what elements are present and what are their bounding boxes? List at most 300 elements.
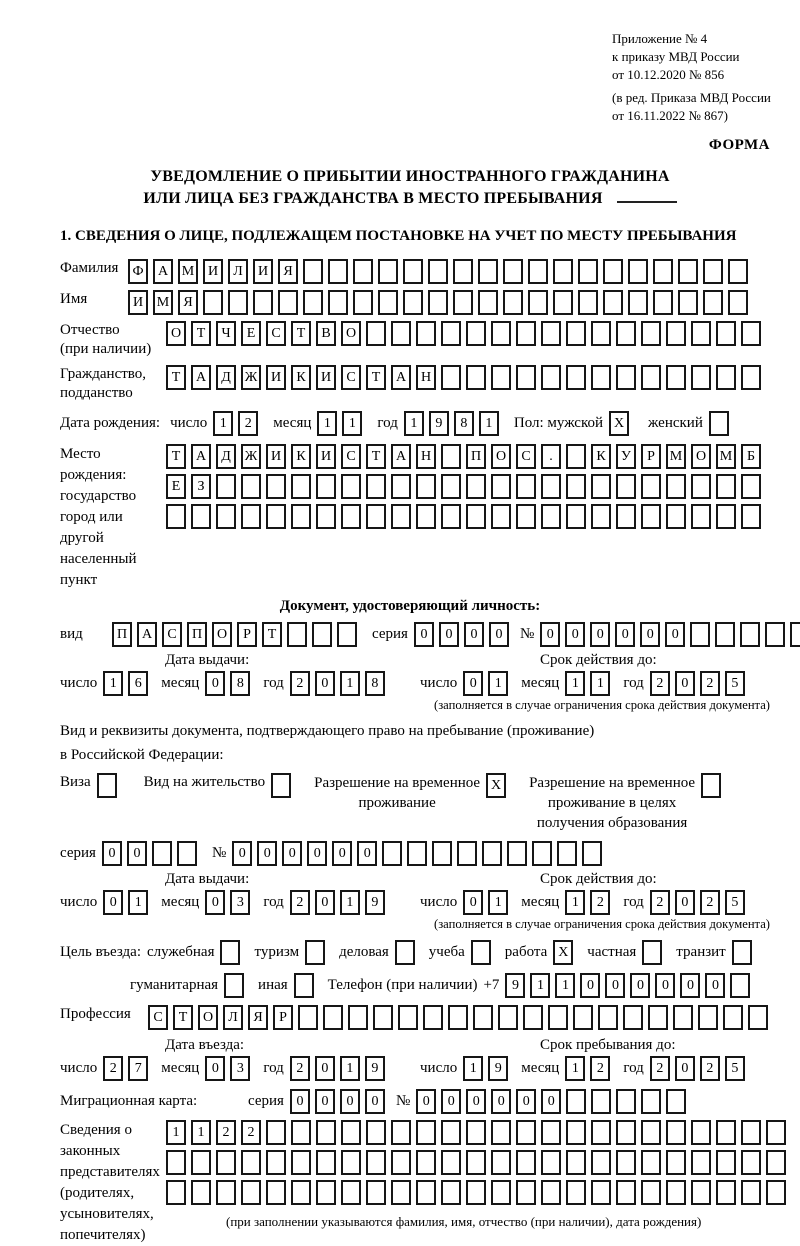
char-cell[interactable] [591, 1180, 611, 1205]
char-cell[interactable] [353, 259, 373, 284]
char-cell[interactable]: 0 [463, 671, 483, 696]
char-cell[interactable]: И [128, 290, 148, 315]
patronymic-cells[interactable] [166, 321, 766, 346]
char-cell[interactable] [703, 259, 723, 284]
char-cell[interactable] [323, 1005, 343, 1030]
char-cell[interactable] [557, 841, 577, 866]
char-cell[interactable] [516, 504, 536, 529]
char-cell[interactable]: С [266, 321, 286, 346]
char-cell[interactable]: 1 [317, 411, 337, 436]
char-cell[interactable] [341, 474, 361, 499]
char-cell[interactable]: 0 [127, 841, 147, 866]
char-cell[interactable] [790, 622, 800, 647]
char-cell[interactable] [216, 1180, 236, 1205]
char-cell[interactable]: 1 [565, 890, 585, 915]
char-cell[interactable] [648, 1005, 668, 1030]
char-cell[interactable]: Я [178, 290, 198, 315]
char-cell[interactable] [216, 474, 236, 499]
char-cell[interactable] [228, 290, 248, 315]
char-cell[interactable] [416, 474, 436, 499]
char-cell[interactable] [666, 1089, 686, 1114]
char-cell[interactable]: 0 [491, 1089, 511, 1114]
char-cell[interactable] [441, 1120, 461, 1145]
char-cell[interactable]: А [191, 444, 211, 469]
char-cell[interactable] [716, 504, 736, 529]
char-cell[interactable]: П [466, 444, 486, 469]
char-cell[interactable]: 0 [516, 1089, 536, 1114]
char-cell[interactable] [403, 290, 423, 315]
char-cell[interactable]: 2 [590, 1056, 610, 1081]
char-cell[interactable] [766, 1120, 786, 1145]
char-cell[interactable] [337, 622, 357, 647]
char-cell[interactable] [491, 321, 511, 346]
char-cell[interactable]: 1 [488, 890, 508, 915]
id-expiry-day-cells[interactable] [463, 671, 513, 696]
char-cell[interactable]: 1 [555, 973, 575, 998]
char-cell[interactable]: М [716, 444, 736, 469]
char-cell[interactable]: 0 [464, 622, 484, 647]
char-cell[interactable]: 0 [489, 622, 509, 647]
char-cell[interactable] [305, 940, 325, 965]
char-cell[interactable]: З [191, 474, 211, 499]
char-cell[interactable] [441, 444, 461, 469]
char-cell[interactable] [591, 365, 611, 390]
char-cell[interactable] [591, 1120, 611, 1145]
char-cell[interactable] [728, 259, 748, 284]
char-cell[interactable] [507, 841, 527, 866]
char-cell[interactable]: 2 [290, 1056, 310, 1081]
char-cell[interactable] [366, 1180, 386, 1205]
char-cell[interactable]: 2 [650, 1056, 670, 1081]
char-cell[interactable]: К [591, 444, 611, 469]
char-cell[interactable]: 2 [700, 671, 720, 696]
char-cell[interactable]: 0 [332, 841, 352, 866]
char-cell[interactable] [623, 1005, 643, 1030]
char-cell[interactable]: 2 [650, 890, 670, 915]
char-cell[interactable] [312, 622, 332, 647]
char-cell[interactable]: 9 [365, 1056, 385, 1081]
char-cell[interactable] [224, 973, 244, 998]
visa-checkbox[interactable] [97, 773, 122, 798]
char-cell[interactable] [691, 365, 711, 390]
char-cell[interactable]: М [153, 290, 173, 315]
given-name-cells[interactable] [128, 290, 753, 315]
char-cell[interactable] [642, 940, 662, 965]
char-cell[interactable] [666, 1180, 686, 1205]
char-cell[interactable]: 0 [675, 1056, 695, 1081]
char-cell[interactable]: Н [416, 365, 436, 390]
char-cell[interactable]: 2 [700, 1056, 720, 1081]
char-cell[interactable] [416, 1180, 436, 1205]
char-cell[interactable] [348, 1005, 368, 1030]
char-cell[interactable] [291, 474, 311, 499]
char-cell[interactable]: X [553, 940, 573, 965]
char-cell[interactable] [373, 1005, 393, 1030]
char-cell[interactable] [566, 474, 586, 499]
char-cell[interactable]: 1 [590, 671, 610, 696]
char-cell[interactable]: 0 [315, 890, 335, 915]
char-cell[interactable] [457, 841, 477, 866]
char-cell[interactable]: 2 [700, 890, 720, 915]
surname-cells[interactable] [128, 259, 753, 284]
char-cell[interactable]: 0 [282, 841, 302, 866]
char-cell[interactable]: 1 [463, 1056, 483, 1081]
char-cell[interactable] [566, 365, 586, 390]
char-cell[interactable] [391, 504, 411, 529]
char-cell[interactable] [441, 474, 461, 499]
char-cell[interactable] [516, 365, 536, 390]
char-cell[interactable]: 1 [488, 671, 508, 696]
sex-male-checkbox[interactable] [609, 411, 634, 436]
doc-number-cells[interactable] [540, 622, 800, 647]
char-cell[interactable]: 0 [205, 890, 225, 915]
char-cell[interactable]: 1 [479, 411, 499, 436]
char-cell[interactable]: 9 [505, 973, 525, 998]
char-cell[interactable]: 0 [675, 890, 695, 915]
char-cell[interactable] [482, 841, 502, 866]
char-cell[interactable] [316, 1180, 336, 1205]
char-cell[interactable] [541, 504, 561, 529]
char-cell[interactable] [294, 973, 314, 998]
char-cell[interactable] [241, 1180, 261, 1205]
char-cell[interactable]: О [166, 321, 186, 346]
sex-female-checkbox[interactable] [709, 411, 734, 436]
char-cell[interactable] [716, 365, 736, 390]
char-cell[interactable] [666, 474, 686, 499]
char-cell[interactable] [723, 1005, 743, 1030]
char-cell[interactable]: 3 [230, 890, 250, 915]
char-cell[interactable] [241, 474, 261, 499]
char-cell[interactable]: 1 [340, 1056, 360, 1081]
char-cell[interactable] [177, 841, 197, 866]
char-cell[interactable] [691, 1180, 711, 1205]
char-cell[interactable] [366, 1120, 386, 1145]
char-cell[interactable]: Д [216, 365, 236, 390]
char-cell[interactable] [716, 1120, 736, 1145]
char-cell[interactable] [541, 1180, 561, 1205]
char-cell[interactable]: К [291, 365, 311, 390]
char-cell[interactable] [541, 365, 561, 390]
char-cell[interactable] [766, 1180, 786, 1205]
char-cell[interactable]: 0 [540, 622, 560, 647]
char-cell[interactable] [391, 321, 411, 346]
char-cell[interactable] [701, 773, 721, 798]
id-issue-year-cells[interactable] [290, 671, 390, 696]
char-cell[interactable] [641, 1089, 661, 1114]
char-cell[interactable]: М [666, 444, 686, 469]
char-cell[interactable] [466, 474, 486, 499]
char-cell[interactable] [653, 290, 673, 315]
char-cell[interactable]: 0 [416, 1089, 436, 1114]
char-cell[interactable] [491, 1180, 511, 1205]
char-cell[interactable]: 9 [429, 411, 449, 436]
char-cell[interactable]: А [191, 365, 211, 390]
char-cell[interactable]: 5 [725, 671, 745, 696]
char-cell[interactable]: 0 [414, 622, 434, 647]
char-cell[interactable] [728, 290, 748, 315]
char-cell[interactable]: 2 [216, 1120, 236, 1145]
char-cell[interactable] [166, 1180, 186, 1205]
char-cell[interactable] [287, 622, 307, 647]
permit-issue-month-cells[interactable] [205, 890, 255, 915]
char-cell[interactable]: 0 [103, 890, 123, 915]
char-cell[interactable] [303, 290, 323, 315]
char-cell[interactable] [566, 1089, 586, 1114]
char-cell[interactable] [316, 504, 336, 529]
char-cell[interactable] [628, 290, 648, 315]
char-cell[interactable] [491, 1120, 511, 1145]
char-cell[interactable]: Ж [241, 444, 261, 469]
char-cell[interactable]: О [341, 321, 361, 346]
char-cell[interactable]: И [266, 444, 286, 469]
char-cell[interactable]: Я [248, 1005, 268, 1030]
char-cell[interactable]: Р [237, 622, 257, 647]
entry-day-cells[interactable] [103, 1056, 153, 1081]
char-cell[interactable]: 0 [365, 1089, 385, 1114]
profession-cells[interactable] [148, 1005, 773, 1030]
purpose-business-checkbox[interactable] [395, 940, 420, 965]
char-cell[interactable] [466, 504, 486, 529]
char-cell[interactable]: 2 [590, 890, 610, 915]
char-cell[interactable]: 1 [342, 411, 362, 436]
char-cell[interactable]: П [187, 622, 207, 647]
char-cell[interactable] [741, 474, 761, 499]
char-cell[interactable]: 0 [290, 1089, 310, 1114]
char-cell[interactable] [366, 504, 386, 529]
char-cell[interactable] [740, 622, 760, 647]
char-cell[interactable] [541, 474, 561, 499]
char-cell[interactable] [441, 1180, 461, 1205]
char-cell[interactable]: Т [173, 1005, 193, 1030]
char-cell[interactable] [578, 290, 598, 315]
char-cell[interactable]: 2 [290, 890, 310, 915]
char-cell[interactable] [432, 841, 452, 866]
purpose-tourism-checkbox[interactable] [305, 940, 330, 965]
char-cell[interactable] [741, 365, 761, 390]
char-cell[interactable]: 9 [365, 890, 385, 915]
char-cell[interactable] [478, 290, 498, 315]
char-cell[interactable] [97, 773, 117, 798]
char-cell[interactable] [291, 1120, 311, 1145]
char-cell[interactable] [678, 290, 698, 315]
char-cell[interactable] [616, 321, 636, 346]
char-cell[interactable]: Р [273, 1005, 293, 1030]
char-cell[interactable] [653, 259, 673, 284]
char-cell[interactable]: 2 [290, 671, 310, 696]
char-cell[interactable] [566, 444, 586, 469]
char-cell[interactable]: Б [741, 444, 761, 469]
char-cell[interactable] [466, 365, 486, 390]
char-cell[interactable] [395, 940, 415, 965]
char-cell[interactable]: Ж [241, 365, 261, 390]
char-cell[interactable] [441, 365, 461, 390]
char-cell[interactable] [548, 1005, 568, 1030]
char-cell[interactable] [716, 474, 736, 499]
char-cell[interactable]: 0 [257, 841, 277, 866]
char-cell[interactable] [378, 290, 398, 315]
purpose-official-checkbox[interactable] [220, 940, 245, 965]
char-cell[interactable] [152, 841, 172, 866]
char-cell[interactable] [341, 1120, 361, 1145]
char-cell[interactable] [466, 1180, 486, 1205]
char-cell[interactable] [253, 290, 273, 315]
char-cell[interactable] [478, 259, 498, 284]
char-cell[interactable]: 0 [615, 622, 635, 647]
char-cell[interactable]: 2 [650, 671, 670, 696]
char-cell[interactable] [732, 940, 752, 965]
char-cell[interactable]: И [253, 259, 273, 284]
char-cell[interactable] [266, 1180, 286, 1205]
char-cell[interactable]: Л [228, 259, 248, 284]
char-cell[interactable] [471, 940, 491, 965]
char-cell[interactable]: О [491, 444, 511, 469]
stay-day-cells[interactable] [463, 1056, 513, 1081]
char-cell[interactable]: 1 [340, 671, 360, 696]
char-cell[interactable]: Т [262, 622, 282, 647]
char-cell[interactable] [366, 474, 386, 499]
char-cell[interactable]: И [266, 365, 286, 390]
char-cell[interactable] [428, 259, 448, 284]
char-cell[interactable]: С [341, 444, 361, 469]
char-cell[interactable]: 0 [565, 622, 585, 647]
char-cell[interactable]: П [112, 622, 132, 647]
char-cell[interactable] [715, 622, 735, 647]
char-cell[interactable] [691, 321, 711, 346]
phone-cells[interactable] [505, 973, 755, 998]
char-cell[interactable] [678, 259, 698, 284]
permit-expiry-day-cells[interactable] [463, 890, 513, 915]
char-cell[interactable] [566, 1180, 586, 1205]
char-cell[interactable] [641, 504, 661, 529]
permit-issue-year-cells[interactable] [290, 890, 390, 915]
char-cell[interactable] [266, 474, 286, 499]
birthplace-cells-row1[interactable] [166, 444, 766, 469]
char-cell[interactable]: С [148, 1005, 168, 1030]
entry-month-cells[interactable] [205, 1056, 255, 1081]
char-cell[interactable] [541, 321, 561, 346]
char-cell[interactable]: 0 [315, 1089, 335, 1114]
char-cell[interactable] [641, 1120, 661, 1145]
char-cell[interactable]: 1 [166, 1120, 186, 1145]
char-cell[interactable]: 1 [213, 411, 233, 436]
char-cell[interactable] [291, 1180, 311, 1205]
doc-series-cells[interactable] [414, 622, 514, 647]
char-cell[interactable] [303, 259, 323, 284]
char-cell[interactable] [516, 321, 536, 346]
char-cell[interactable]: Т [166, 365, 186, 390]
char-cell[interactable] [691, 474, 711, 499]
char-cell[interactable]: Н [416, 444, 436, 469]
char-cell[interactable] [616, 365, 636, 390]
char-cell[interactable] [628, 259, 648, 284]
char-cell[interactable] [491, 504, 511, 529]
char-cell[interactable] [353, 290, 373, 315]
char-cell[interactable] [666, 504, 686, 529]
char-cell[interactable] [566, 1120, 586, 1145]
char-cell[interactable]: Т [191, 321, 211, 346]
purpose-study-checkbox[interactable] [471, 940, 496, 965]
char-cell[interactable]: О [691, 444, 711, 469]
char-cell[interactable] [716, 321, 736, 346]
char-cell[interactable] [641, 365, 661, 390]
migcard-number-cells[interactable] [416, 1089, 691, 1114]
char-cell[interactable] [216, 504, 236, 529]
char-cell[interactable] [598, 1005, 618, 1030]
char-cell[interactable] [516, 474, 536, 499]
char-cell[interactable]: 2 [241, 1120, 261, 1145]
char-cell[interactable] [709, 411, 729, 436]
doc-type-cells[interactable] [112, 622, 362, 647]
char-cell[interactable]: С [162, 622, 182, 647]
char-cell[interactable]: 1 [565, 671, 585, 696]
char-cell[interactable] [271, 773, 291, 798]
purpose-work-checkbox[interactable] [553, 940, 578, 965]
char-cell[interactable] [741, 504, 761, 529]
char-cell[interactable] [616, 474, 636, 499]
char-cell[interactable]: И [203, 259, 223, 284]
char-cell[interactable]: 1 [404, 411, 424, 436]
char-cell[interactable] [291, 504, 311, 529]
permit-expiry-year-cells[interactable] [650, 890, 750, 915]
char-cell[interactable] [441, 504, 461, 529]
char-cell[interactable] [673, 1005, 693, 1030]
char-cell[interactable]: И [316, 365, 336, 390]
char-cell[interactable]: Т [366, 444, 386, 469]
char-cell[interactable] [616, 1180, 636, 1205]
stay-month-cells[interactable] [565, 1056, 615, 1081]
char-cell[interactable]: 0 [205, 1056, 225, 1081]
char-cell[interactable]: 8 [365, 671, 385, 696]
representatives-cells-row3[interactable] [166, 1180, 791, 1205]
char-cell[interactable] [328, 290, 348, 315]
char-cell[interactable] [566, 321, 586, 346]
char-cell[interactable]: 0 [541, 1089, 561, 1114]
char-cell[interactable] [391, 474, 411, 499]
char-cell[interactable] [391, 1120, 411, 1145]
char-cell[interactable]: 1 [530, 973, 550, 998]
char-cell[interactable]: О [198, 1005, 218, 1030]
char-cell[interactable]: 0 [315, 671, 335, 696]
char-cell[interactable] [765, 622, 785, 647]
char-cell[interactable] [278, 290, 298, 315]
char-cell[interactable] [466, 321, 486, 346]
char-cell[interactable] [573, 1005, 593, 1030]
char-cell[interactable] [503, 259, 523, 284]
char-cell[interactable] [730, 973, 750, 998]
char-cell[interactable] [341, 504, 361, 529]
char-cell[interactable] [641, 321, 661, 346]
char-cell[interactable] [428, 290, 448, 315]
birth-month-cells[interactable] [317, 411, 367, 436]
id-expiry-month-cells[interactable] [565, 671, 615, 696]
char-cell[interactable] [191, 504, 211, 529]
char-cell[interactable] [341, 1180, 361, 1205]
char-cell[interactable] [498, 1005, 518, 1030]
birth-day-cells[interactable] [213, 411, 263, 436]
char-cell[interactable] [416, 321, 436, 346]
char-cell[interactable] [703, 290, 723, 315]
char-cell[interactable] [491, 474, 511, 499]
char-cell[interactable]: О [212, 622, 232, 647]
char-cell[interactable] [741, 1180, 761, 1205]
char-cell[interactable]: 2 [238, 411, 258, 436]
char-cell[interactable] [528, 290, 548, 315]
char-cell[interactable]: А [137, 622, 157, 647]
char-cell[interactable]: 0 [205, 671, 225, 696]
char-cell[interactable] [403, 259, 423, 284]
birth-year-cells[interactable] [404, 411, 504, 436]
migcard-series-cells[interactable] [290, 1089, 390, 1114]
